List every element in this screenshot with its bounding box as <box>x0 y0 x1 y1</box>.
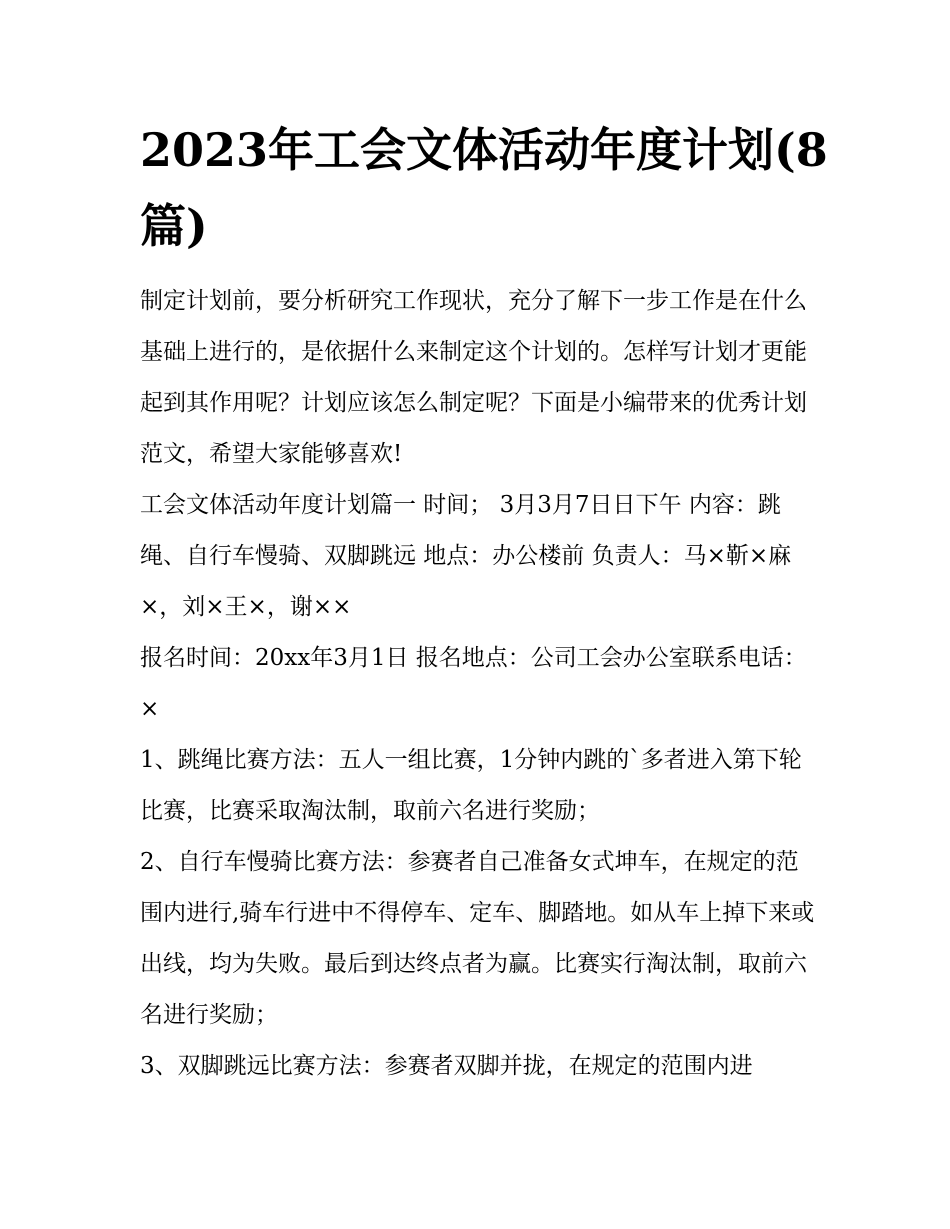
plan-details-paragraph: 工会文体活动年度计划篇一 时间； 3月3月7日日下午 内容：跳绳、自行车慢骑、双脚跳远 地点：办公楼前 负责人：马×靳×麻×，刘×王×，谢×× <box>140 492 792 620</box>
intro-paragraph: 制定计划前，要分析研究工作现状，充分了解下一步工作是在什么基础上进行的，是依据什么来制定这个计划的。怎样写计划才更能起到其作用呢？计划应该怎么制定呢？下面是小编带来的优秀计划范文，希望大家能够喜欢! <box>140 288 807 467</box>
long-jump-paragraph: 3、双脚跳远比赛方法：参赛者双脚并拢，在规定的范围内进 <box>140 1053 753 1079</box>
registration-paragraph: 报名时间：20xx年3月1日 报名地点：公司工会办公室联系电话：× <box>140 645 807 722</box>
slow-cycling-paragraph: 2、自行车慢骑比赛方法：参赛者自己准备女式坤车，在规定的范围内进行,骑车行进中不得停车、定车、脚踏地。如从车上掉下来或出线，均为失败。最后到达终点者为赢。比赛实行淘汰制，取前六名进行奖励； <box>140 849 815 1028</box>
document-body <box>140 276 815 1092</box>
document-title: 2023年工会文体活动年度计划(8篇) <box>140 123 828 253</box>
rope-skipping-paragraph: 1、跳绳比赛方法：五人一组比赛，1分钟内跳的`多者进入第下轮比赛，比赛采取淘汰制，取前六名进行奖励； <box>140 747 802 824</box>
